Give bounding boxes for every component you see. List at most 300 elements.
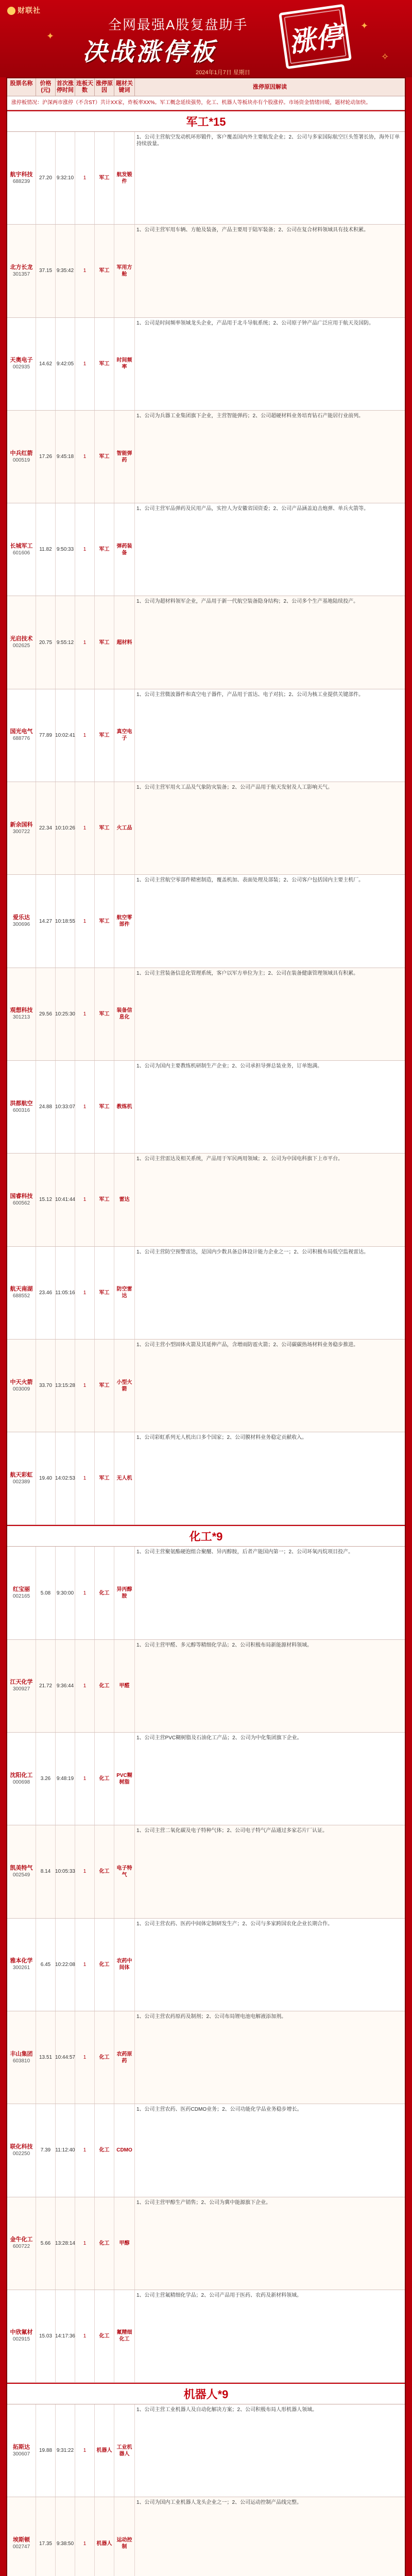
days-cell (75, 318, 95, 410)
consecutive-days: 1 (83, 454, 87, 460)
days-cell (75, 1919, 95, 2011)
stock-name[interactable]: 联化科技 (10, 2143, 33, 2150)
reason-description: 1、公司为超材料领军企业，产品用于新一代航空装备隐身结构；2、公司多个生产基地陆续投产。 (136, 599, 359, 605)
table-row[interactable] (7, 1061, 405, 1154)
keyword-cell (114, 2104, 135, 2196)
stock-code: 002747 (12, 2544, 30, 2550)
stock-cell[interactable] (7, 1340, 36, 1432)
reason-cell (95, 2011, 114, 2104)
time-cell (56, 1154, 75, 1246)
stock-cell[interactable] (7, 2011, 36, 2104)
stock-name[interactable]: 国光电气 (10, 728, 33, 735)
keyword-cell (114, 1154, 135, 1246)
first-limit-time: 9:32:10 (56, 175, 74, 181)
reason-description: 1、公司主营工业机器人及自动化解决方案；2、公司积极布局人形机器人领域。 (136, 2407, 318, 2413)
stock-cell[interactable] (7, 1733, 36, 1825)
reason-cell (95, 968, 114, 1060)
stock-name[interactable]: 国睿科技 (10, 1193, 33, 1199)
stock-name[interactable]: 凯美特气 (10, 1865, 33, 1871)
time-cell (56, 2404, 75, 2497)
stock-name[interactable]: 爱乐达 (13, 914, 30, 921)
stock-cell[interactable] (7, 1919, 36, 2011)
reason-cell (95, 596, 114, 688)
days-cell (75, 225, 95, 317)
stock-name[interactable]: 江天化学 (10, 1679, 33, 1686)
consecutive-days: 1 (83, 2147, 87, 2154)
first-limit-time: 10:44:57 (55, 2055, 75, 2061)
price: 5.08 (40, 1590, 51, 1596)
price: 13.51 (39, 2055, 53, 2061)
keyword-cell (114, 1919, 135, 2011)
stock-cell[interactable] (7, 1154, 36, 1246)
first-limit-time: 10:41:44 (55, 1197, 75, 1203)
sparkle-icon: ✦ (360, 21, 369, 31)
table-row[interactable] (7, 1340, 405, 1432)
table-row[interactable] (7, 1247, 405, 1340)
price: 15.03 (39, 2333, 53, 2339)
stock-cell[interactable] (7, 689, 36, 782)
days-cell (75, 503, 95, 596)
table-row[interactable] (7, 875, 405, 968)
table-row[interactable] (7, 318, 405, 411)
stock-cell[interactable] (7, 132, 36, 224)
price-cell (36, 782, 56, 874)
price-cell (36, 2104, 56, 2196)
theme-keyword: 真空电子 (116, 729, 132, 742)
stock-name[interactable]: 观想科技 (10, 1007, 33, 1014)
keyword-cell (114, 875, 135, 967)
price: 37.15 (39, 268, 53, 274)
price: 23.46 (39, 1290, 53, 1296)
desc-cell (135, 2290, 405, 2382)
days-cell (75, 2290, 95, 2382)
price-cell (36, 1432, 56, 1524)
time-cell (56, 2197, 75, 2290)
stock-code: 300722 (12, 828, 30, 835)
reason-cell (95, 1432, 114, 1524)
stock-cell[interactable] (7, 596, 36, 688)
table-header (7, 78, 405, 96)
time-cell (56, 318, 75, 410)
limit-reason: 化工 (99, 1683, 110, 1689)
stock-name[interactable]: 航宇科技 (10, 171, 33, 178)
price: 27.20 (39, 175, 53, 181)
stock-code: 002915 (12, 2336, 30, 2343)
limit-reason: 化工 (99, 2333, 110, 2339)
desc-cell (135, 318, 405, 410)
column-header: 涨停原因解读 (253, 83, 287, 90)
stock-cell[interactable] (7, 2497, 36, 2576)
theme-keyword: 超材料 (116, 639, 132, 646)
consecutive-days: 1 (83, 1011, 87, 1017)
desc-cell (135, 1919, 405, 2011)
consecutive-days: 1 (83, 825, 87, 832)
theme-keyword: PVC糊树脂 (116, 1772, 132, 1785)
sections-container (7, 110, 405, 2576)
stock-name[interactable]: 光启技术 (10, 636, 33, 642)
days-cell (75, 1547, 95, 1639)
keyword-cell (114, 1432, 135, 1524)
limit-reason: 军工 (99, 547, 110, 553)
time-cell (56, 225, 75, 317)
keyword-cell (114, 132, 135, 224)
column-header: 首次涨停时间 (56, 78, 75, 96)
table-row[interactable] (7, 1547, 405, 1639)
price-cell (36, 1547, 56, 1639)
theme-keyword: 防空雷达 (116, 1286, 132, 1299)
report-date: 2024年1月7日 星期日 (196, 70, 250, 76)
table-row[interactable] (7, 1640, 405, 1733)
table-row[interactable] (7, 689, 405, 782)
days-cell (75, 1733, 95, 1825)
price: 7.39 (40, 2147, 51, 2154)
limit-reason: 军工 (99, 175, 110, 181)
table-row[interactable] (7, 2497, 405, 2576)
price-cell (36, 2404, 56, 2497)
stock-code: 002250 (12, 2150, 30, 2157)
price: 14.27 (39, 918, 53, 924)
keyword-cell (114, 2011, 135, 2104)
stock-cell[interactable] (7, 1247, 36, 1339)
time-cell (56, 1432, 75, 1524)
table-row[interactable] (7, 782, 405, 875)
desc-cell (135, 411, 405, 503)
days-cell (75, 596, 95, 688)
stock-cell[interactable] (7, 1061, 36, 1153)
desc-cell (135, 1825, 405, 1918)
stock-code: 000698 (12, 1779, 30, 1785)
reason-description: 1、公司为国内主要教练机研制生产企业；2、公司承担导弹总装业务，订单饱满。 (136, 1063, 323, 1069)
reason-description: 1、公司主营农药原药及制剂；2、公司布局锂电池电解液添加剂。 (136, 2013, 287, 2020)
table-row[interactable] (7, 411, 405, 503)
table-row[interactable] (7, 596, 405, 689)
stock-code: 000519 (12, 457, 30, 463)
theme-keyword: 火工品 (116, 825, 132, 832)
price-cell (36, 1733, 56, 1825)
price-cell (36, 132, 56, 224)
limit-reason: 军工 (99, 1197, 110, 1203)
desc-cell (135, 1547, 405, 1639)
time-cell (56, 411, 75, 503)
first-limit-time: 9:50:33 (56, 547, 74, 553)
keyword-cell (114, 1247, 135, 1339)
consecutive-days: 1 (83, 1383, 87, 1388)
table-row[interactable] (7, 2290, 405, 2383)
stock-cell[interactable] (7, 782, 36, 874)
desc-cell (135, 2104, 405, 2196)
consecutive-days: 1 (83, 1776, 87, 1782)
stock-cell[interactable] (7, 318, 36, 410)
app-logo (7, 5, 41, 15)
consecutive-days: 1 (83, 1104, 87, 1110)
reason-description: 1、公司主营军品弹药及民用产品，实控人为安徽省国资委；2、公司产品涵盖迫击炮弹、单兵火箭等。 (136, 506, 369, 512)
reason-description: 1、公司主营聚氨酯硬泡组合聚醚、异丙醇胺，后者产能国内第一；2、公司环氧丙烷项目投产。 (136, 1549, 354, 1555)
first-limit-time: 10:02:41 (55, 732, 75, 738)
time-cell (56, 2104, 75, 2196)
desc-cell (135, 503, 405, 596)
theme-keyword: 甲醛 (119, 1683, 130, 1689)
time-cell (56, 132, 75, 224)
table-row[interactable] (7, 968, 405, 1061)
section-title: 化工*9 (7, 1525, 405, 1547)
reason-cell (95, 2290, 114, 2382)
theme-keyword: 无人机 (116, 1476, 132, 1482)
consecutive-days: 1 (83, 2333, 87, 2339)
stock-name[interactable]: 雅本化学 (10, 1958, 33, 1964)
desc-cell (135, 2011, 405, 2104)
theme-keyword: 教练机 (116, 1104, 132, 1110)
stock-name[interactable]: 丰山集团 (10, 2050, 33, 2057)
limit-reason: 军工 (99, 732, 110, 738)
price: 3.26 (40, 1776, 51, 1782)
table-row[interactable] (7, 2104, 405, 2197)
table-row[interactable] (7, 2011, 405, 2104)
reason-cell (95, 2197, 114, 2290)
consecutive-days: 1 (83, 732, 87, 738)
keyword-cell (114, 2497, 135, 2576)
reason-cell (95, 689, 114, 782)
first-limit-time: 11:05:16 (55, 1290, 75, 1296)
limit-reason: 机器人 (96, 2540, 112, 2547)
price: 19.40 (39, 1476, 53, 1482)
desc-cell (135, 2404, 405, 2497)
first-limit-time: 9:35:42 (56, 268, 74, 274)
stock-name[interactable]: 中欣氟材 (10, 2329, 33, 2336)
price: 33.70 (39, 1383, 53, 1388)
reason-cell (95, 782, 114, 874)
table-row[interactable] (7, 1825, 405, 1918)
days-cell (75, 2104, 95, 2196)
stock-name[interactable]: 中天火箭 (10, 1379, 33, 1385)
consecutive-days: 1 (83, 1961, 87, 1968)
stock-name[interactable]: 红宝丽 (13, 1586, 30, 1593)
stock-name[interactable]: 金牛化工 (10, 2236, 33, 2243)
stock-name[interactable]: 天奥电子 (10, 357, 33, 364)
table-row[interactable] (7, 2197, 405, 2290)
stock-cell[interactable] (7, 968, 36, 1060)
limit-reason: 军工 (99, 639, 110, 646)
theme-keyword: 农药中间体 (116, 1958, 132, 1971)
limit-reason: 军工 (99, 1383, 110, 1388)
keyword-cell (114, 225, 135, 317)
time-cell (56, 875, 75, 967)
days-cell (75, 1432, 95, 1524)
consecutive-days: 1 (83, 1590, 87, 1596)
stock-cell[interactable] (7, 411, 36, 503)
reason-cell (95, 1733, 114, 1825)
first-limit-time: 10:05:33 (55, 1869, 75, 1875)
reason-cell (95, 132, 114, 224)
limit-reason: 军工 (99, 918, 110, 924)
banner (0, 0, 412, 77)
price-cell (36, 1640, 56, 1732)
theme-keyword: 智能弹药 (116, 450, 132, 463)
table-row[interactable] (7, 1733, 405, 1825)
stock-cell[interactable] (7, 2290, 36, 2382)
reason-description: 1、公司主营农药、医药CDMO业务；2、公司功能化学品业务稳步增长。 (136, 2107, 302, 2113)
stock-code: 300261 (12, 1965, 30, 1971)
table-row[interactable] (7, 1432, 405, 1525)
reason-cell (95, 1640, 114, 1732)
consecutive-days: 1 (83, 918, 87, 924)
consecutive-days: 1 (83, 2448, 87, 2454)
limit-reason: 化工 (99, 1869, 110, 1875)
reason-description: 1、公司主营航空零部件精密制造，覆盖机加、表面处理及部装；2、公司客户包括国内主要主机厂。 (136, 877, 364, 884)
stock-cell[interactable] (7, 2404, 36, 2497)
consecutive-days: 1 (83, 1683, 87, 1689)
theme-keyword: 小型火箭 (116, 1379, 132, 1392)
keyword-cell (114, 1733, 135, 1825)
section-rows (7, 132, 405, 1525)
theme-keyword: 雷达 (119, 1197, 130, 1203)
desc-cell (135, 1640, 405, 1732)
stock-cell[interactable] (7, 2104, 36, 2196)
price: 5.66 (40, 2240, 51, 2246)
stock-name[interactable]: 中兵红箭 (10, 450, 33, 456)
reason-cell (95, 1547, 114, 1639)
price-cell (36, 2497, 56, 2576)
stock-name[interactable]: 埃斯顿 (13, 2537, 30, 2544)
price-cell (36, 968, 56, 1060)
consecutive-days: 1 (83, 1290, 87, 1296)
stock-cell[interactable] (7, 1825, 36, 1918)
limit-reason: 军工 (99, 268, 110, 274)
stock-cell[interactable] (7, 1640, 36, 1732)
days-cell (75, 968, 95, 1060)
column-header: 价格(元) (36, 78, 56, 96)
table-row[interactable] (7, 2404, 405, 2497)
limit-reason: 化工 (99, 1590, 110, 1596)
banner-subtitle: 全网最强A股复盘助手 (108, 17, 248, 32)
stock-cell[interactable] (7, 2197, 36, 2290)
reason-cell (95, 225, 114, 317)
days-cell (75, 1340, 95, 1432)
desc-cell (135, 689, 405, 782)
theme-keyword: 航发锻件 (116, 172, 132, 184)
keyword-cell (114, 689, 135, 782)
time-cell (56, 1061, 75, 1153)
reason-description: 1、公司是时间频率领域龙头企业，产品用于北斗导航系统；2、公司原子钟产品广泛应用于航天及国防。 (136, 320, 374, 326)
stock-cell[interactable] (7, 225, 36, 317)
desc-cell (135, 1340, 405, 1432)
reason-description: 1、公司主营装备信息化管理系统，客户以军方单位为主；2、公司在装备健康管理领域具有积累。 (136, 970, 359, 976)
reason-description: 1、公司主营氟精细化学品；2、公司产品用于医药、农药及新材料领域。 (136, 2292, 302, 2298)
keyword-cell (114, 968, 135, 1060)
time-cell (56, 1640, 75, 1732)
stock-cell[interactable] (7, 1547, 36, 1639)
reason-cell (95, 1340, 114, 1432)
first-limit-time: 13:28:14 (55, 2240, 75, 2246)
limit-reason: 军工 (99, 454, 110, 460)
market-summary: 涨停板情况：沪深两市涨停（不含ST）共计XX家，炸板率XX%。军工概念延续强势，化工、机器人等板块亦有个股涨停。市场资金情绪回暖，题材轮动加快。 (7, 96, 405, 110)
table-row[interactable] (7, 132, 405, 225)
consecutive-days: 1 (83, 361, 87, 367)
table-row[interactable] (7, 503, 405, 596)
reason-description: 1、公司主营雷达及相关系统，产品用于军民两用领域；2、公司为中国电科旗下上市平台。 (136, 1156, 344, 1162)
table-row[interactable] (7, 1919, 405, 2011)
sparkle-icon: ✦ (46, 31, 55, 41)
reason-description: 1、公司主营小型固体火箭及其延伸产品，含增雨防雹火箭；2、公司碳碳热场材料业务稳步推进。 (136, 1342, 359, 1348)
theme-keyword: 工业机器人 (116, 2444, 132, 2457)
theme-keyword: CDMO (116, 2147, 132, 2154)
column-header: 涨停原因 (95, 78, 114, 96)
stock-name[interactable]: 洪都航空 (10, 1100, 33, 1107)
theme-keyword: 时间频率 (116, 358, 132, 370)
reason-description: 1、公司主营航空发动机环形锻件，客户覆盖国内外主要航发企业；2、公司与多家国际航空巨头签署长协，海外订单持续放量。 (136, 134, 400, 147)
first-limit-time: 9:42:05 (56, 361, 74, 367)
reason-cell (95, 1247, 114, 1339)
consecutive-days: 1 (83, 2540, 87, 2547)
consecutive-days: 1 (83, 547, 87, 553)
stock-code: 002389 (12, 1479, 30, 1485)
time-cell (56, 1825, 75, 1918)
stock-name[interactable]: 航天南湖 (10, 1286, 33, 1293)
days-cell (75, 411, 95, 503)
stock-cell[interactable] (7, 1432, 36, 1524)
time-cell (56, 1340, 75, 1432)
table-row[interactable] (7, 1154, 405, 1246)
first-limit-time: 9:30:00 (56, 1590, 74, 1596)
consecutive-days: 1 (83, 2240, 87, 2246)
stock-name[interactable]: 北方长龙 (10, 264, 33, 270)
days-cell (75, 875, 95, 967)
reason-cell (95, 2104, 114, 2196)
desc-cell (135, 225, 405, 317)
price-cell (36, 1061, 56, 1153)
reason-description: 1、公司主营微波器件和真空电子器件，产品用于雷达、电子对抗；2、公司为核工业提供关键部件。 (136, 691, 364, 698)
keyword-cell (114, 2290, 135, 2382)
stock-code: 301357 (12, 271, 30, 277)
stock-code: 600722 (12, 2244, 30, 2250)
reason-cell (95, 318, 114, 410)
price: 77.89 (39, 732, 53, 738)
price-cell (36, 1340, 56, 1432)
keyword-cell (114, 1640, 135, 1732)
desc-cell (135, 782, 405, 874)
stock-name[interactable]: 拓斯达 (13, 2444, 30, 2450)
stock-code: 603810 (12, 2058, 30, 2064)
keyword-cell (114, 596, 135, 688)
days-cell (75, 782, 95, 874)
reason-description: 1、公司彩虹系列无人机出口多个国家；2、公司膜材料业务稳定贡献收入。 (136, 1435, 307, 1441)
stock-name[interactable]: 沈阳化工 (10, 1772, 33, 1778)
section-title: 军工*15 (7, 110, 405, 132)
section-rows (7, 1547, 405, 2383)
first-limit-time: 9:36:44 (56, 1683, 74, 1689)
keyword-cell (114, 1547, 135, 1639)
time-cell (56, 1733, 75, 1825)
limit-reason: 军工 (99, 825, 110, 832)
time-cell (56, 2011, 75, 2104)
stock-name[interactable]: 新余国科 (10, 821, 33, 828)
table-row[interactable] (7, 225, 405, 317)
reason-cell (95, 1919, 114, 2011)
limit-reason: 化工 (99, 2055, 110, 2061)
stock-name[interactable]: 航天彩虹 (10, 1471, 33, 1478)
consecutive-days: 1 (83, 175, 87, 181)
stock-cell[interactable] (7, 875, 36, 967)
limit-reason: 军工 (99, 1104, 110, 1110)
stock-cell[interactable] (7, 503, 36, 596)
stock-code: 300696 (12, 922, 30, 928)
desc-cell (135, 1061, 405, 1153)
stock-name[interactable]: 长城军工 (10, 543, 33, 549)
price-cell (36, 689, 56, 782)
price-cell (36, 2197, 56, 2290)
limit-reason: 军工 (99, 361, 110, 367)
stock-code: 688552 (12, 1293, 30, 1299)
reason-description: 1、公司主营防空预警雷达，是国内少数具备总体设计能力企业之一；2、公司积极布局低空监视雷达。 (136, 1249, 369, 1255)
